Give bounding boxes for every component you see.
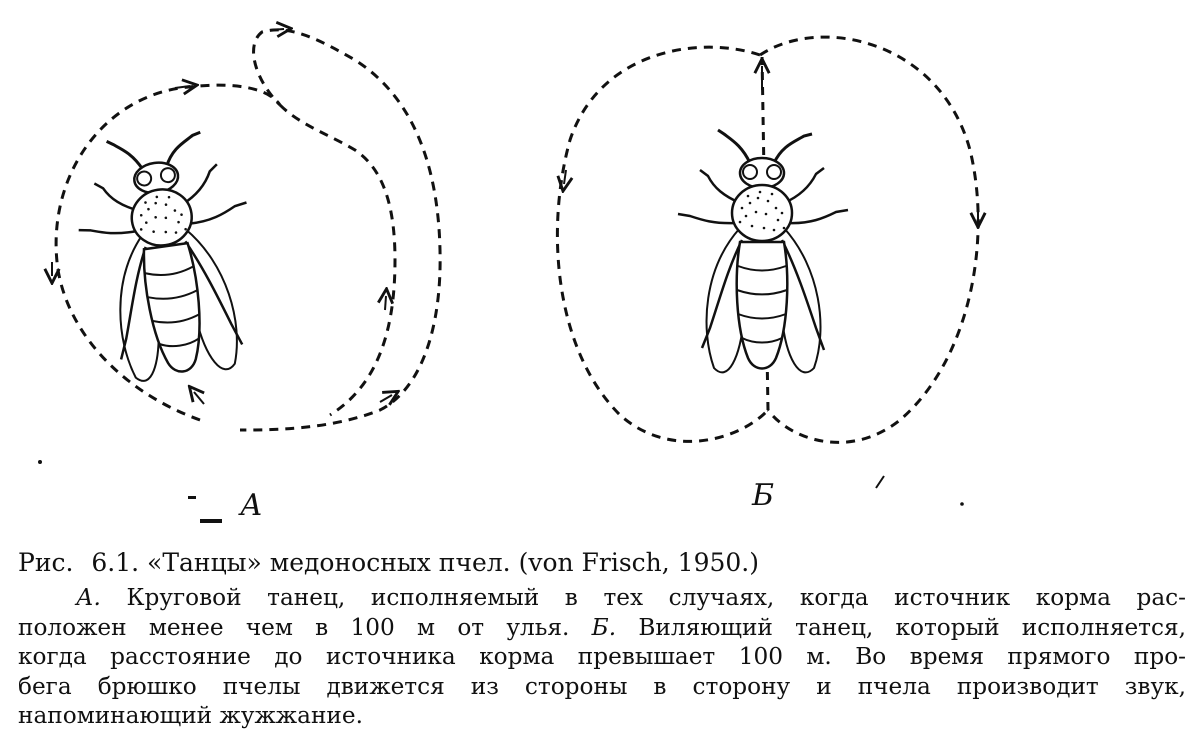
round-dance-path bbox=[56, 30, 440, 430]
panel-a-round-dance bbox=[52, 29, 440, 430]
figure-word: Рис. bbox=[18, 548, 74, 577]
caption-line-2-rest: Виляющий танец, который исполняется, bbox=[616, 613, 1186, 641]
panel-a-label: А bbox=[240, 488, 263, 523]
panel-b-label: Б bbox=[752, 478, 775, 513]
figure-caption-title bbox=[18, 548, 1186, 578]
caption-line-1-text: Круговой танец, исполняемый в тех случаях, когда источник корма рас- bbox=[100, 584, 1186, 611]
caption-line-2-text: положен менее чем в 100 м от улья. bbox=[18, 613, 592, 641]
caption-line-1 bbox=[18, 583, 1186, 613]
caption-line-5: напоминающий жужжание. bbox=[18, 702, 363, 729]
caption-line-2 bbox=[18, 613, 1186, 643]
figure-caption-body bbox=[18, 583, 1186, 731]
caption-panel-a-ref: А. bbox=[76, 584, 101, 611]
print-specks bbox=[38, 460, 964, 523]
bee-a-drawing bbox=[67, 123, 269, 387]
panel-b-waggle-dance bbox=[557, 37, 978, 442]
bee-b-drawing bbox=[678, 130, 848, 372]
caption-line-4: бега брюшко пчелы движется из стороны в сторону и пчела производит звук, bbox=[18, 672, 1186, 700]
caption-panel-b-ref: Б. bbox=[591, 613, 617, 641]
caption-line-3: когда расстояние до источника корма превышает 100 м. Во время прямого про- bbox=[18, 643, 1186, 670]
figure-title: 6.1. «Танцы» медоносных пчел. (von Frisch, 1950.) bbox=[91, 548, 759, 577]
